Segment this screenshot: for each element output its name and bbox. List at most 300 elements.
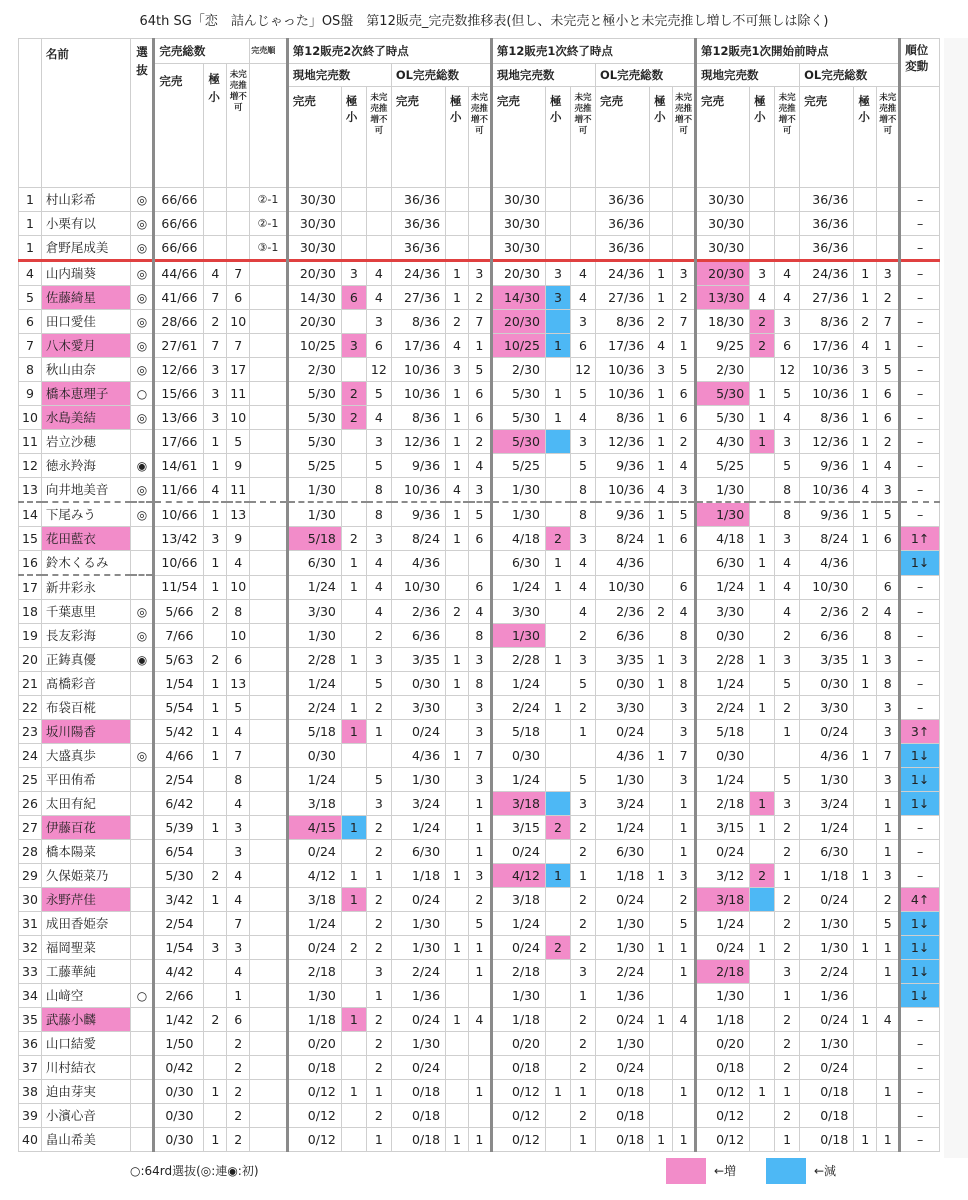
s2-col4 [650, 912, 673, 936]
s2-col1 [546, 236, 571, 261]
s1-col1 [341, 1056, 366, 1080]
s1-col1 [341, 1128, 366, 1152]
s2-col4: 1 [650, 864, 673, 888]
s2-col4 [650, 984, 673, 1008]
s3-col0: 1/30 [696, 478, 750, 503]
s3-col2: 2 [775, 1056, 800, 1080]
legend-note: ○:64rd選抜(◎:連◉:初) [130, 1164, 259, 1178]
total-sold: 10/66 [154, 551, 204, 576]
s3-col5: 5 [877, 502, 900, 527]
s1-col1 [341, 188, 366, 212]
rank-change: 1↓ [900, 744, 940, 768]
total-mikan: 4 [227, 720, 250, 744]
s3-col4 [854, 575, 877, 600]
s2-col3: 9/36 [596, 454, 650, 478]
s1-col0: 0/12 [287, 1128, 341, 1152]
s2-col4 [650, 720, 673, 744]
s1-col4 [446, 720, 469, 744]
s1-col0: 3/30 [287, 600, 341, 624]
s1-col3: 0/18 [391, 1104, 445, 1128]
rank-cell: 18 [19, 600, 42, 624]
s2-col3: 3/35 [596, 648, 650, 672]
header-total-mikan: 未完売推増不可 [227, 64, 250, 188]
s3-col0: 3/30 [696, 600, 750, 624]
s3-col1: 1 [750, 696, 775, 720]
s1-col0: 0/30 [287, 744, 341, 768]
s1-col0: 30/30 [287, 188, 341, 212]
s3-col4: 1 [854, 286, 877, 310]
s1-col3: 8/36 [391, 310, 445, 334]
total-mikan: 7 [227, 261, 250, 286]
rank-cell: 26 [19, 792, 42, 816]
selection-mark [131, 768, 154, 792]
s1-col5: 1 [468, 960, 491, 984]
s1-col3: 0/24 [391, 1056, 445, 1080]
s2-col2: 3 [571, 792, 596, 816]
s3-col4: 1 [854, 382, 877, 406]
s1-col2: 1 [366, 720, 391, 744]
s2-col4 [650, 792, 673, 816]
s3-col5: 6 [877, 406, 900, 430]
s1-col2: 1 [366, 984, 391, 1008]
name-cell: 工藤華純 [41, 960, 131, 984]
selection-mark: ◎ [131, 744, 154, 768]
rank-change: – [900, 430, 940, 454]
s1-col4: 1 [446, 261, 469, 286]
total-gokusho: 1 [204, 454, 227, 478]
s1-col4: 1 [446, 1128, 469, 1152]
s2-col0: 1/24 [491, 672, 545, 696]
s1-col2: 4 [366, 575, 391, 600]
sold-out-order [250, 310, 288, 334]
s1-col2 [366, 188, 391, 212]
s3-col3: 36/36 [800, 212, 854, 236]
s1-col1 [341, 454, 366, 478]
total-gokusho: 3 [204, 358, 227, 382]
s3-col2: 1 [775, 984, 800, 1008]
table-row [19, 575, 940, 600]
s3-col2: 2 [775, 1032, 800, 1056]
s3-col3: 1/24 [800, 816, 854, 840]
total-mikan: 7 [227, 912, 250, 936]
s2-col1 [546, 792, 571, 816]
h-s1-kanbai: 完売 [287, 87, 341, 188]
s3-col1: 1 [750, 551, 775, 576]
s1-col3: 3/35 [391, 648, 445, 672]
s3-col0: 30/30 [696, 212, 750, 236]
s3-col3: 6/30 [800, 840, 854, 864]
s2-col3: 0/18 [596, 1080, 650, 1104]
s1-col4 [446, 816, 469, 840]
s1-col2: 4 [366, 600, 391, 624]
s1-col2: 2 [366, 1032, 391, 1056]
s3-col3: 9/36 [800, 454, 854, 478]
rank-cell: 36 [19, 1032, 42, 1056]
total-sold: 66/66 [154, 236, 204, 261]
s3-col5: 2 [877, 430, 900, 454]
s3-col5: 8 [877, 672, 900, 696]
s2-col1 [546, 1008, 571, 1032]
s2-col0: 2/24 [491, 696, 545, 720]
s3-col0: 3/15 [696, 816, 750, 840]
s2-col3: 1/24 [596, 816, 650, 840]
name-cell: 橋本陽菜 [41, 840, 131, 864]
s2-col1 [546, 1032, 571, 1056]
s1-col1: 3 [341, 334, 366, 358]
s2-col3: 1/36 [596, 984, 650, 1008]
s1-col4: 1 [446, 454, 469, 478]
total-gokusho: 3 [204, 936, 227, 960]
s3-col5 [877, 1056, 900, 1080]
table-row [19, 912, 940, 936]
s2-col1: 1 [546, 382, 571, 406]
s3-col4 [854, 768, 877, 792]
s2-col2: 8 [571, 502, 596, 527]
s3-col2: 5 [775, 672, 800, 696]
sold-out-order [250, 840, 288, 864]
s2-col2: 2 [571, 912, 596, 936]
s3-col1 [750, 1104, 775, 1128]
sold-out-order [250, 816, 288, 840]
s2-col1 [546, 672, 571, 696]
rank-change: – [900, 1104, 940, 1128]
s1-col1: 2 [341, 527, 366, 551]
s3-col1 [750, 624, 775, 648]
s3-col2: 2 [775, 888, 800, 912]
s3-col0: 30/30 [696, 236, 750, 261]
s2-col5: 6 [673, 382, 696, 406]
s2-col5: 8 [673, 672, 696, 696]
s3-col5: 3 [877, 261, 900, 286]
total-sold: 2/54 [154, 768, 204, 792]
s1-col3: 6/36 [391, 624, 445, 648]
s2-col2: 4 [571, 406, 596, 430]
h-s2-ol-goku: 極小 [650, 87, 673, 188]
rank-cell: 6 [19, 310, 42, 334]
h-s1-ol-mikan: 未完売推増不可 [468, 87, 491, 188]
selection-mark [131, 1128, 154, 1152]
s2-col4 [650, 960, 673, 984]
s1-col1: 1 [341, 696, 366, 720]
s3-col4 [854, 1080, 877, 1104]
s1-col0: 2/30 [287, 358, 341, 382]
rank-change: 4↑ [900, 888, 940, 912]
s1-col3: 0/30 [391, 672, 445, 696]
s2-col3: 0/24 [596, 1008, 650, 1032]
s2-col0: 0/20 [491, 1032, 545, 1056]
s2-col3: 8/36 [596, 406, 650, 430]
s2-col3: 12/36 [596, 430, 650, 454]
s2-col0: 4/12 [491, 864, 545, 888]
s2-col0: 3/18 [491, 792, 545, 816]
s3-col3: 1/36 [800, 984, 854, 1008]
s2-col3: 36/36 [596, 212, 650, 236]
s1-col1 [341, 502, 366, 527]
header-rank-cell [19, 39, 42, 188]
s2-col1 [546, 624, 571, 648]
s2-col0: 1/24 [491, 768, 545, 792]
s2-col2: 2 [571, 1032, 596, 1056]
s2-col4 [650, 1080, 673, 1104]
total-gokusho: 2 [204, 864, 227, 888]
sold-out-order [250, 864, 288, 888]
table-row [19, 1080, 940, 1104]
total-sold: 41/66 [154, 286, 204, 310]
name-cell: 佐藤綺星 [41, 286, 131, 310]
total-sold: 5/54 [154, 696, 204, 720]
s1-col2: 2 [366, 696, 391, 720]
page-title: 64th SG「恋 詰んじゃった」OS盤 第12販売_完売数推移表(但し、未完売と極小と未完売推し増し不可無しは除く) [139, 14, 829, 29]
s1-col5: 3 [468, 720, 491, 744]
s2-col1: 2 [546, 936, 571, 960]
rank-cell: 25 [19, 768, 42, 792]
rank-change: – [900, 840, 940, 864]
s1-col4: 1 [446, 382, 469, 406]
s1-col1 [341, 1104, 366, 1128]
s3-col4 [854, 188, 877, 212]
s3-col2: 6 [775, 334, 800, 358]
selection-mark: ◉ [131, 454, 154, 478]
s2-col0: 1/24 [491, 575, 545, 600]
s3-col5: 3 [877, 478, 900, 503]
s1-col3: 2/24 [391, 960, 445, 984]
s1-col4: 1 [446, 430, 469, 454]
rank-change: – [900, 478, 940, 503]
total-sold: 66/66 [154, 188, 204, 212]
s3-col2: 1 [775, 1128, 800, 1152]
s2-col5: 2 [673, 888, 696, 912]
selection-mark [131, 1032, 154, 1056]
s2-col0: 1/30 [491, 624, 545, 648]
name-cell: 小栗有以 [41, 212, 131, 236]
s3-col3: 8/36 [800, 406, 854, 430]
s3-col1: 1 [750, 382, 775, 406]
s2-col3: 10/36 [596, 358, 650, 382]
selection-mark: ◎ [131, 188, 154, 212]
s1-col0: 5/30 [287, 430, 341, 454]
s3-col2: 2 [775, 624, 800, 648]
s1-col3: 3/24 [391, 792, 445, 816]
s3-col0: 4/18 [696, 527, 750, 551]
total-mikan: 8 [227, 768, 250, 792]
s1-col4: 4 [446, 334, 469, 358]
s2-col3: 10/36 [596, 382, 650, 406]
total-sold: 4/42 [154, 960, 204, 984]
s1-col1: 3 [341, 261, 366, 286]
s2-col4: 2 [650, 310, 673, 334]
header-sel: 選抜 [131, 39, 154, 188]
table-row [19, 310, 940, 334]
selection-mark [131, 720, 154, 744]
s3-col4: 4 [854, 334, 877, 358]
s3-col4 [854, 212, 877, 236]
s1-col0: 3/18 [287, 792, 341, 816]
selection-mark: ◎ [131, 624, 154, 648]
s3-col3: 0/18 [800, 1080, 854, 1104]
s3-col4 [854, 984, 877, 1008]
s1-col4: 1 [446, 406, 469, 430]
s1-col0: 0/18 [287, 1056, 341, 1080]
s3-col4: 1 [854, 261, 877, 286]
s3-col2: 4 [775, 261, 800, 286]
s3-col0: 4/30 [696, 430, 750, 454]
s2-col2 [571, 188, 596, 212]
s3-col1: 1 [750, 406, 775, 430]
s3-col2: 4 [775, 406, 800, 430]
total-gokusho: 1 [204, 816, 227, 840]
s2-col3: 8/24 [596, 527, 650, 551]
s2-col1 [546, 188, 571, 212]
legend-decrease-label: ←減 [814, 1164, 837, 1178]
s2-col3: 2/24 [596, 960, 650, 984]
s2-col1 [546, 744, 571, 768]
name-cell: 畠山希美 [41, 1128, 131, 1152]
selection-mark: ◉ [131, 648, 154, 672]
s1-col4 [446, 840, 469, 864]
s2-col1 [546, 912, 571, 936]
s3-col3: 3/24 [800, 792, 854, 816]
rank-cell: 9 [19, 382, 42, 406]
s2-col3: 0/24 [596, 720, 650, 744]
s2-col5: 3 [673, 648, 696, 672]
selection-mark: ◎ [131, 310, 154, 334]
s1-col4: 1 [446, 648, 469, 672]
rank-change: – [900, 310, 940, 334]
s1-col5: 6 [468, 575, 491, 600]
s3-col5: 7 [877, 310, 900, 334]
sold-out-order [250, 551, 288, 576]
s3-col1 [750, 888, 775, 912]
total-mikan: 4 [227, 960, 250, 984]
s2-col4: 1 [650, 502, 673, 527]
s1-col2: 4 [366, 406, 391, 430]
name-cell: 向井地美音 [41, 478, 131, 503]
s1-col2: 12 [366, 358, 391, 382]
rank-cell: 23 [19, 720, 42, 744]
rank-change: – [900, 600, 940, 624]
s3-col2: 5 [775, 382, 800, 406]
s2-col1 [546, 960, 571, 984]
table-row [19, 792, 940, 816]
s2-col3: 6/36 [596, 624, 650, 648]
rank-cell: 5 [19, 286, 42, 310]
s1-col3: 0/18 [391, 1128, 445, 1152]
rank-cell: 11 [19, 430, 42, 454]
name-cell: 水島美結 [41, 406, 131, 430]
s2-col2: 8 [571, 478, 596, 503]
s3-col5: 3 [877, 864, 900, 888]
rank-cell: 31 [19, 912, 42, 936]
s1-col5: 3 [468, 864, 491, 888]
s1-col3: 1/30 [391, 936, 445, 960]
name-cell: 永野芹佳 [41, 888, 131, 912]
total-sold: 5/30 [154, 864, 204, 888]
rank-cell: 13 [19, 478, 42, 503]
s1-col3: 27/36 [391, 286, 445, 310]
s3-col4: 1 [854, 502, 877, 527]
s1-col2: 5 [366, 768, 391, 792]
s2-col2: 5 [571, 768, 596, 792]
s3-col4 [854, 816, 877, 840]
rank-cell: 1 [19, 236, 42, 261]
header-s3-ol: OL完売総数 [800, 64, 900, 87]
s2-col2: 5 [571, 382, 596, 406]
total-sold: 11/66 [154, 478, 204, 503]
s1-col0: 1/30 [287, 624, 341, 648]
s3-col4: 1 [854, 672, 877, 696]
total-mikan: 2 [227, 1128, 250, 1152]
s1-col1 [341, 1032, 366, 1056]
s3-col3: 3/30 [800, 696, 854, 720]
s3-col1: 4 [750, 286, 775, 310]
s2-col1 [546, 310, 571, 334]
s2-col4: 4 [650, 478, 673, 503]
s3-col4: 1 [854, 527, 877, 551]
name-cell: 山内瑞葵 [41, 261, 131, 286]
s3-col3: 4/36 [800, 551, 854, 576]
total-gokusho: 4 [204, 478, 227, 503]
s3-col5: 4 [877, 600, 900, 624]
s1-col5: 6 [468, 406, 491, 430]
s1-col0: 6/30 [287, 551, 341, 576]
s2-col0: 5/30 [491, 406, 545, 430]
total-mikan: 11 [227, 382, 250, 406]
s1-col0: 0/24 [287, 840, 341, 864]
table-row [19, 527, 940, 551]
sold-out-order [250, 960, 288, 984]
s1-col0: 0/20 [287, 1032, 341, 1056]
s2-col2: 1 [571, 984, 596, 1008]
total-mikan: 3 [227, 840, 250, 864]
s2-col3: 4/36 [596, 744, 650, 768]
table-row [19, 1032, 940, 1056]
sold-out-order [250, 672, 288, 696]
s2-col2: 3 [571, 310, 596, 334]
table-row [19, 648, 940, 672]
selection-mark [131, 864, 154, 888]
s1-col1: 6 [341, 286, 366, 310]
s1-col1: 1 [341, 720, 366, 744]
name-cell: 福岡聖菜 [41, 936, 131, 960]
s1-col0: 5/25 [287, 454, 341, 478]
s1-col0: 5/30 [287, 382, 341, 406]
s2-col2: 3 [571, 527, 596, 551]
s1-col2: 1 [366, 864, 391, 888]
total-sold: 4/66 [154, 744, 204, 768]
s2-col1 [546, 720, 571, 744]
total-gokusho: 2 [204, 600, 227, 624]
s3-col2: 8 [775, 478, 800, 503]
rank-change: – [900, 672, 940, 696]
table-row [19, 454, 940, 478]
total-gokusho: 1 [204, 720, 227, 744]
rank-change: – [900, 696, 940, 720]
total-gokusho [204, 840, 227, 864]
s3-col4: 3 [854, 358, 877, 382]
s3-col5 [877, 212, 900, 236]
s2-col1 [546, 600, 571, 624]
total-mikan: 10 [227, 406, 250, 430]
s1-col0: 1/24 [287, 768, 341, 792]
total-mikan: 13 [227, 502, 250, 527]
selection-mark [131, 672, 154, 696]
total-gokusho: 1 [204, 502, 227, 527]
s2-col4: 1 [650, 430, 673, 454]
total-gokusho: 1 [204, 430, 227, 454]
rank-change: – [900, 212, 940, 236]
selection-mark [131, 1104, 154, 1128]
s1-col0: 4/12 [287, 864, 341, 888]
